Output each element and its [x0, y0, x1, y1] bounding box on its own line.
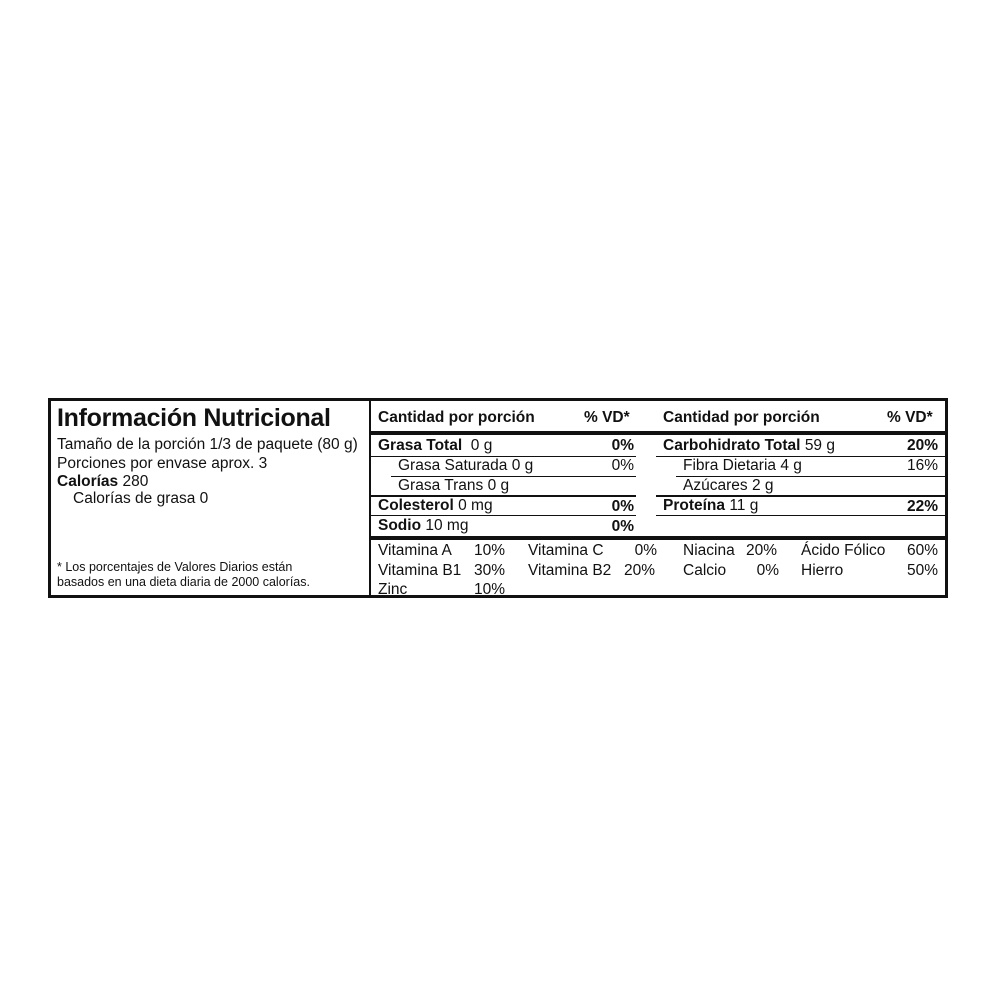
nutrient-dv: 22%: [906, 498, 938, 515]
vitamin-name: Niacina: [683, 542, 735, 559]
vitamin-value: 50%: [906, 562, 938, 579]
nutrient-dv: 0%: [611, 498, 634, 515]
calories-row: [57, 473, 148, 491]
nutrient-row: [378, 437, 492, 455]
panel-title: Información Nutricional: [57, 404, 331, 432]
nutrient-dv: 0%: [611, 457, 634, 474]
vitamin-name: Vitamina B2: [528, 562, 612, 579]
nutrient-dv: 20%: [906, 437, 938, 454]
vitamin-value: 60%: [906, 542, 938, 559]
nutrient-amount: 0 g: [511, 457, 534, 474]
footnote-line-2: basados en una dieta diaria de 2000 calorías.: [57, 575, 310, 589]
nutrient-name: Carbohidrato Total: [663, 437, 801, 454]
servings-per-container: Porciones por envase aprox. 3: [57, 455, 268, 472]
nutrient-row: [683, 457, 802, 475]
nutrient-amount: 0 g: [470, 437, 493, 454]
vitamin-value: 30%: [474, 562, 506, 579]
nutrient-name: Grasa Saturada: [398, 457, 508, 474]
header-rule: [371, 431, 945, 435]
vitamin-name: Calcio: [683, 562, 727, 579]
right-header-amount: Cantidad por porción: [663, 409, 820, 426]
nutrient-row: [398, 457, 533, 475]
row-rule: [371, 515, 636, 516]
vitamin-name: Zinc: [378, 581, 408, 598]
nutrient-row: [378, 497, 493, 515]
nutrient-name: Grasa Total: [378, 437, 463, 454]
calories-label: Calorías: [57, 473, 119, 490]
vitamin-name: Vitamina B1: [378, 562, 462, 579]
vitamin-value: 20%: [624, 562, 656, 579]
nutrient-amount: 2 g: [751, 477, 774, 494]
serving-size: Tamaño de la porción 1/3 de paquete (80 g): [57, 436, 358, 453]
vitamin-value: 20%: [746, 542, 778, 559]
nutrient-name: Azúcares: [683, 477, 748, 494]
left-header-dv: % VD*: [584, 409, 630, 426]
nutrient-row: [663, 497, 758, 515]
right-header-dv: % VD*: [887, 409, 933, 426]
nutrient-name: Fibra Dietaria: [683, 457, 777, 474]
vitamin-value: 10%: [474, 581, 506, 598]
nutrient-dv: 16%: [906, 457, 938, 474]
nutrient-amount: 4 g: [780, 457, 802, 474]
nutrient-name: Colesterol: [378, 497, 454, 514]
nutrient-amount: 59 g: [804, 437, 835, 454]
nutrient-amount: 11 g: [729, 497, 759, 514]
calories-from-fat: Calorías de grasa 0: [73, 490, 209, 507]
left-header-amount: Cantidad por porción: [378, 409, 535, 426]
calories-value: 280: [122, 473, 149, 490]
nutrient-name: Proteína: [663, 497, 726, 514]
vitamin-rule: [371, 536, 945, 540]
nutrient-amount: 0 mg: [458, 497, 493, 514]
nutrient-dv: 0%: [611, 437, 634, 454]
vitamin-value: 0%: [756, 562, 779, 579]
vitamin-name: Hierro: [801, 562, 844, 579]
vitamin-name: Vitamina A: [378, 542, 452, 559]
nutrient-amount: 0 g: [487, 477, 510, 494]
nutrition-facts-panel: [48, 398, 948, 598]
footnote-line-1: * Los porcentajes de Valores Diarios están: [57, 560, 293, 574]
nutrient-row: [663, 437, 835, 455]
vitamin-value: 0%: [634, 542, 657, 559]
nutrient-amount: 10 mg: [425, 517, 469, 534]
nutrient-name: Grasa Trans: [398, 477, 484, 494]
nutrient-row: [398, 477, 509, 495]
vitamin-name: Vitamina C: [528, 542, 604, 559]
nutrient-dv: 0%: [611, 518, 634, 535]
vitamin-value: 10%: [474, 542, 506, 559]
nutrient-row: [683, 477, 774, 495]
nutrient-row: [378, 517, 468, 535]
vitamin-name: Ácido Fólico: [801, 542, 886, 559]
nutrient-name: Sodio: [378, 517, 422, 534]
row-rule: [656, 515, 945, 516]
